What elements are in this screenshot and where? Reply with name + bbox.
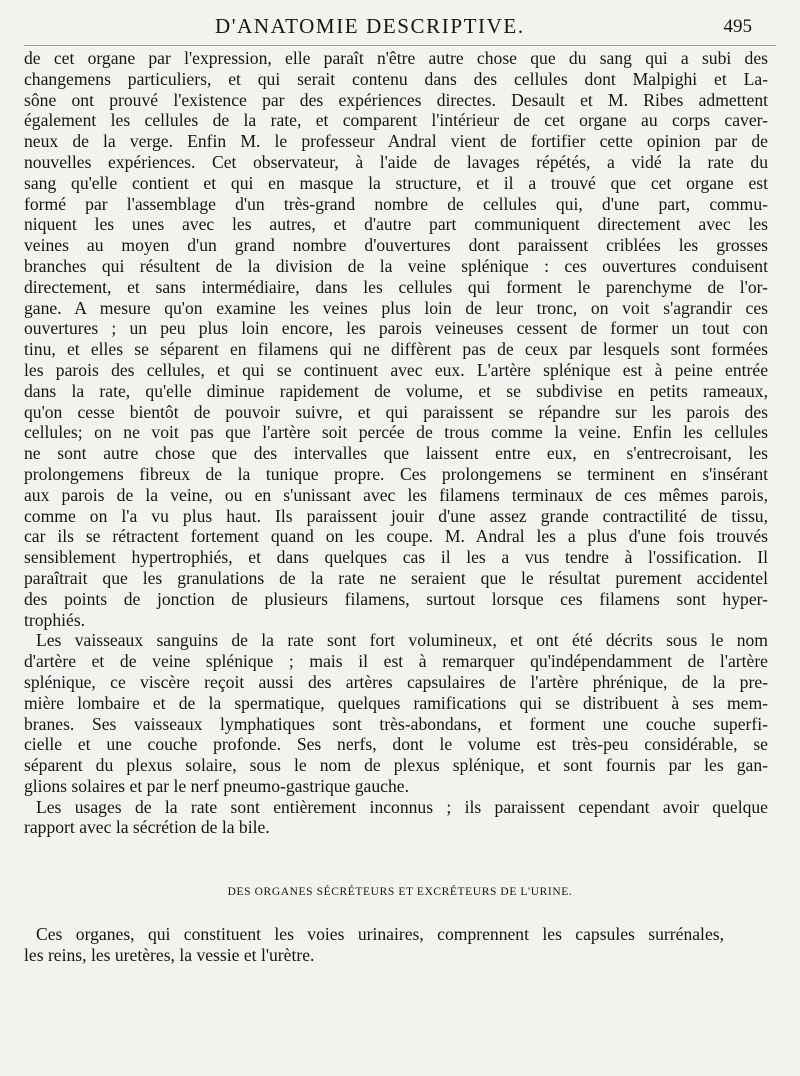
text-line: les reins, les uretères, la vessie et l'urètre. (24, 944, 315, 965)
text-line: ne sont autre chose que des intervalles que laissent entre eux, en s'entrecroisant, les (24, 443, 768, 464)
text-line: des points de jonction de plusieurs filamens, surtout lorsque ces filamens sont hyper- (24, 588, 768, 609)
text-line: comme on l'a vu plus haut. Ils paraissent jouir d'une assez grande contractilité de tissu, (24, 505, 768, 526)
text-line: sône ont prouvé l'existence par des expériences directes. Desault et M. Ribes admettent (24, 89, 768, 110)
text-line: nouvelles expériences. Cet observateur, à l'aide de lavages répétés, a vidé la rate du (24, 151, 768, 172)
text-line: aux parois de la veine, ou en s'unissant avec les filamens terminaux de ces mêmes parois, (24, 484, 768, 505)
text-line: également les cellules de la rate, et comparent l'intérieur de cet organe au corps caver- (24, 110, 768, 131)
paragraph-urinary-organs (24, 924, 724, 966)
text-line: rapport avec la sécrétion de la bile. (24, 817, 270, 838)
section-heading: DES ORGANES SÉCRÉTEURS ET EXCRÉTEURS DE L'URINE. (227, 886, 573, 898)
paragraph-spleen-structure (24, 48, 768, 630)
text-line: trophiés. (24, 609, 86, 630)
text-line: séparent du plexus solaire, sous le nom de plexus splénique, et sont fournis par les gan- (24, 755, 768, 776)
page-number: 495 (723, 16, 752, 37)
text-line: Ces organes, qui constituent les voies urinaires, comprennent les capsules surrénales, (36, 924, 724, 944)
text-line: les parois des cellules, et qui se continuent avec eux. L'artère splénique est à peine entrée (24, 359, 768, 380)
text-line: cellules; on ne voit pas que l'artère soit percée de trous comme la veine. Enfin les cellules (24, 422, 768, 443)
text-line: cielle et une couche profonde. Ses nerfs, dont le volume est très-peu considérable, se (24, 734, 768, 755)
text-line: changemens particuliers, et qui serait contenu dans des cellules dont Malpighi et La- (24, 68, 768, 89)
running-head (0, 8, 800, 38)
text-line: branches qui résultent de la division de la veine splénique : ces ouvertures conduisent (24, 255, 768, 276)
text-line: directement, et sans intermédiaire, dans les cellules qui forment le parenchyme de l'or- (24, 276, 768, 297)
text-line: branes. Ses vaisseaux lymphatiques sont très-abondans, et forment une couche superfi- (24, 713, 768, 734)
text-line: Les vaisseaux sanguins de la rate sont fort volumineux, et ont été décrits sous le nom (36, 630, 768, 651)
paragraph-blood-vessels (24, 630, 768, 796)
text-line: ouvertures ; un peu plus loin encore, les parois veineuses cessent de former un tout con (24, 318, 768, 339)
text-line: tinu, et elles se séparent en filamens qui ne diffèrent pas de ceux par lesquels sont formées (24, 339, 768, 360)
text-line: formé par l'assemblage d'un très-grand nombre de cellules qui, d'une part, commu- (24, 193, 768, 214)
body-text (24, 48, 768, 838)
header-rule (24, 45, 776, 46)
text-line: paraîtrait que les granulations de la rate ne seraient que le résultat purement accidentel (24, 567, 768, 588)
text-line: veines au moyen d'un grand nombre d'ouvertures dont paraissent criblées les grosses (24, 235, 768, 256)
text-line: neux de la verge. Enfin M. le professeur Andral vient de fortifier cette opinion par de (24, 131, 768, 152)
text-line: dans la rate, qu'elle diminue rapidement de volume, et se subdivise en petits rameaux, (24, 380, 768, 401)
running-head-title: D'ANATOMIE DESCRIPTIVE. (215, 14, 525, 38)
text-line: niquent les unes avec les autres, et d'autre part communiquent directement avec les (24, 214, 768, 235)
text-line: gane. A mesure qu'on examine les veines plus loin de leur tronc, on voit s'agrandir ces (24, 297, 768, 318)
text-line: sensiblement hypertrophiés, et dans quelques cas il les a vus tendre à l'ossification. Il (24, 547, 768, 568)
text-line: d'artère et de veine splénique ; mais il est à remarquer qu'indépendamment de l'artère (24, 651, 768, 672)
text-line: splénique, ce viscère reçoit aussi des artères capsulaires de l'artère phrénique, de la pre- (24, 671, 768, 692)
text-line: prolongemens fibreux de la tunique propre. Ces prolongemens se terminent en s'insérant (24, 463, 768, 484)
text-line: qu'on cesse bientôt de pouvoir suivre, et qui paraissent se répandre sur les parois des (24, 401, 768, 422)
text-line: Les usages de la rate sont entièrement inconnus ; ils paraissent cependant avoir quelque (36, 796, 768, 817)
text-line: glions solaires et par le nerf pneumo-gastrique gauche. (24, 775, 409, 796)
text-line: car ils se rétractent fortement quand on les coupe. M. Andral les a plus d'une fois trouvés (24, 526, 768, 547)
text-line: sang qu'elle contient et qui en masque la structure, et il a trouvé que cet organe est (24, 172, 768, 193)
paragraph-spleen-function (24, 797, 768, 839)
text-line: de cet organe par l'expression, elle paraît n'être autre chose que du sang qui a subi des (24, 48, 768, 68)
text-line: mière lombaire et de la spermatique, quelques ramifications qui se distribuent à ses mem- (24, 692, 768, 713)
